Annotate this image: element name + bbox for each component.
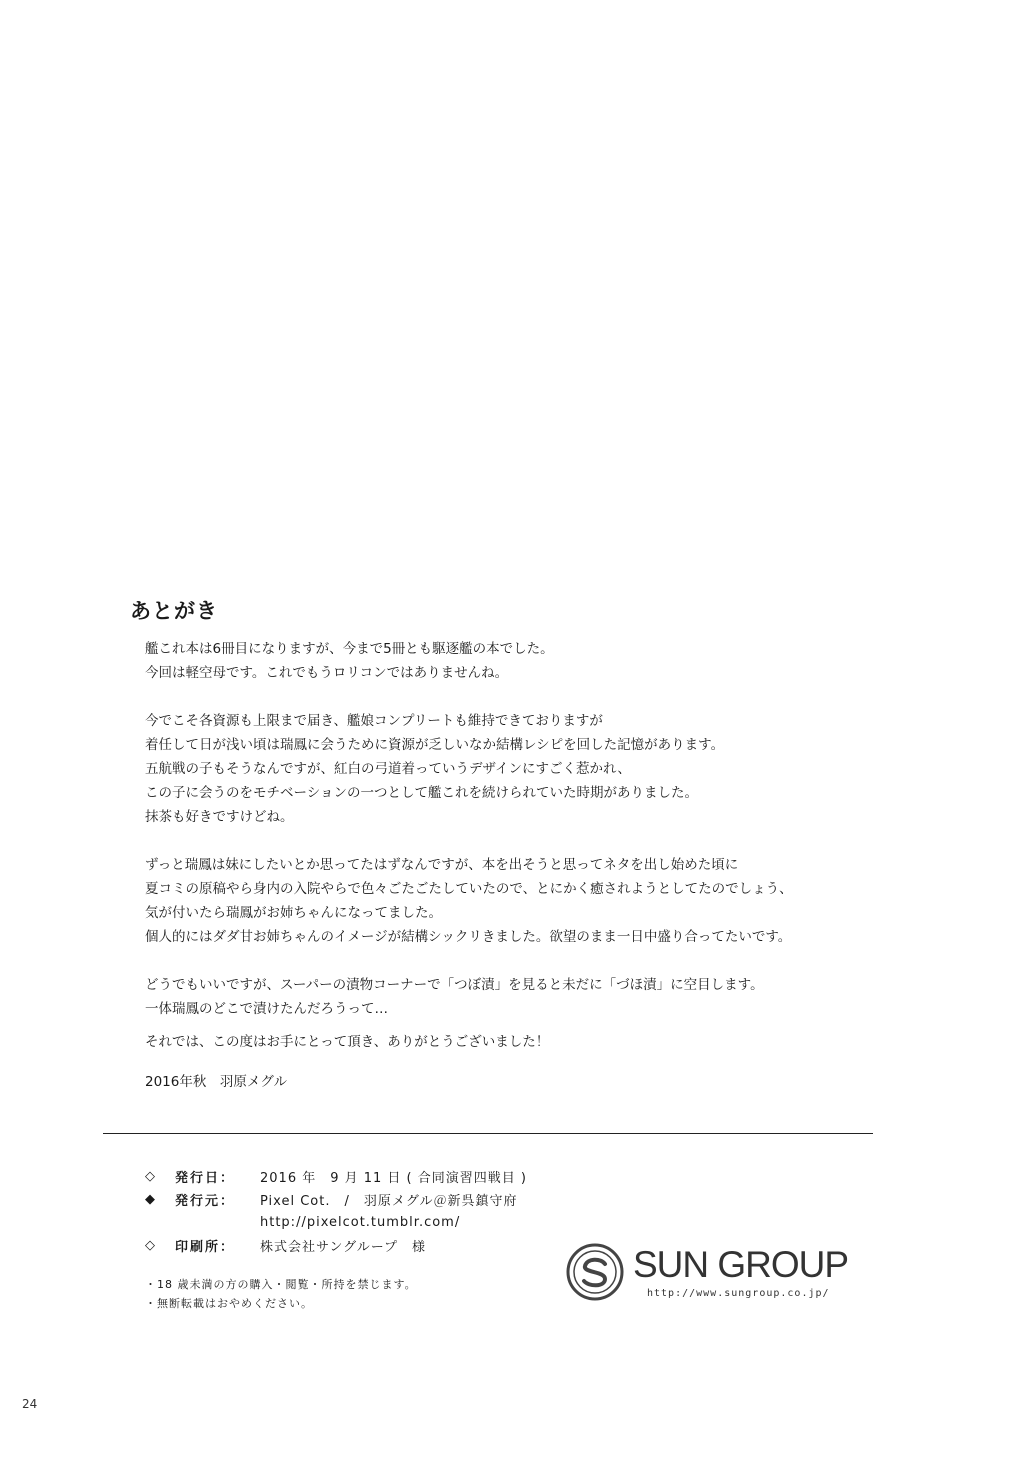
issue-date-row xyxy=(145,1165,527,1188)
paragraph-3 xyxy=(145,853,910,949)
issue-date-value: 2016 年 9 月 11 日 ( 合同演習四戦目 ) xyxy=(260,1171,527,1186)
publisher-url: http://pixelcot.tumblr.com/ xyxy=(260,1215,461,1230)
no-reprint-note: ・無断転載はおやめください。 xyxy=(145,1297,313,1310)
sun-group-emblem-icon xyxy=(565,1242,625,1302)
page-number: 24 xyxy=(22,1397,38,1411)
text-line: 気が付いたら瑞鳳がお姉ちゃんになってました。 xyxy=(145,905,442,921)
text-line: 着任して日が浅い頃は瑞鳳に会うために資源が乏しいなか結構レシピを回した記憶があります。 xyxy=(145,737,725,753)
text-line: 一体瑞鳳のどこで漬けたんだろうって… xyxy=(145,1001,388,1017)
text-line: 個人的にはダダ甘お姉ちゃんのイメージが結構シックリきました。欲望のまま一日中盛り合ってたいです。 xyxy=(145,929,792,945)
paragraph-4 xyxy=(145,973,910,1021)
afterword-title: あとがき xyxy=(130,599,218,623)
publisher-row xyxy=(145,1188,527,1211)
afterword-section xyxy=(130,595,910,1045)
text-line: ずっと瑞鳳は妹にしたいとか思ってたはずなんですが、本を出そうと思ってネタを出し始めた頃に xyxy=(145,857,739,873)
text-line: どうでもいいですが、スーパーの漬物コーナーで「つぼ漬」を見ると未だに「づほ漬」に空目します。 xyxy=(145,977,764,993)
text-line: 今でこそ各資源も上限まで届き、艦娘コンプリートも維持できておりますが xyxy=(145,713,603,729)
issue-date-label: 発行日： xyxy=(175,1171,236,1186)
legal-notes xyxy=(145,1275,417,1313)
text-line: 五航戦の子もそうなんですが、紅白の弓道着っていうデザインにすごく惹かれ、 xyxy=(145,761,631,777)
divider xyxy=(103,1133,873,1134)
text-line: 抹茶も好きですけどね。 xyxy=(145,809,294,825)
printer-row xyxy=(145,1234,527,1257)
colophon xyxy=(145,1165,527,1257)
text-line: 夏コミの原稿やら身内の入院やらで色々ごたごたしていたので、とにかく癒されようとしてたのでしょう、 xyxy=(145,881,793,897)
diamond-outline-icon: ◇ xyxy=(145,1169,155,1184)
publisher-label: 発行元： xyxy=(175,1194,236,1209)
paragraph-2 xyxy=(145,709,910,829)
publisher-value: Pixel Cot. / 羽原メグル＠新呉鎮守府 xyxy=(260,1194,518,1209)
logo-name: SUN GROUP xyxy=(633,1244,849,1285)
text-line: 艦これ本は6冊目になりますが、今まで5冊とも駆逐艦の本でした。 xyxy=(145,641,554,657)
closing-line: それでは、この度はお手にとって頂き、ありがとうございました！ xyxy=(145,1034,550,1050)
sun-group-logo xyxy=(565,1240,885,1305)
publisher-url-row xyxy=(145,1211,527,1234)
signature: 2016年秋 羽原メグル xyxy=(145,1074,287,1090)
printer-label: 印刷所： xyxy=(175,1240,236,1255)
printer-value: 株式会社サングループ 様 xyxy=(260,1240,427,1255)
paragraph-1 xyxy=(145,637,910,685)
afterword-body xyxy=(145,637,910,1021)
text-line: この子に会うのをモチベーションの一つとして艦これを続けられていた時期がありました。 xyxy=(145,785,698,801)
diamond-filled-icon: ◆ xyxy=(145,1192,155,1207)
text-line: 今回は軽空母です。これでもうロリコンではありませんね。 xyxy=(145,665,509,681)
logo-url: http://www.sungroup.co.jp/ xyxy=(647,1288,830,1299)
age-restriction-note: ・18 歳未満の方の購入・閲覧・所持を禁じます。 xyxy=(145,1278,417,1291)
diamond-outline-icon: ◇ xyxy=(145,1238,155,1253)
